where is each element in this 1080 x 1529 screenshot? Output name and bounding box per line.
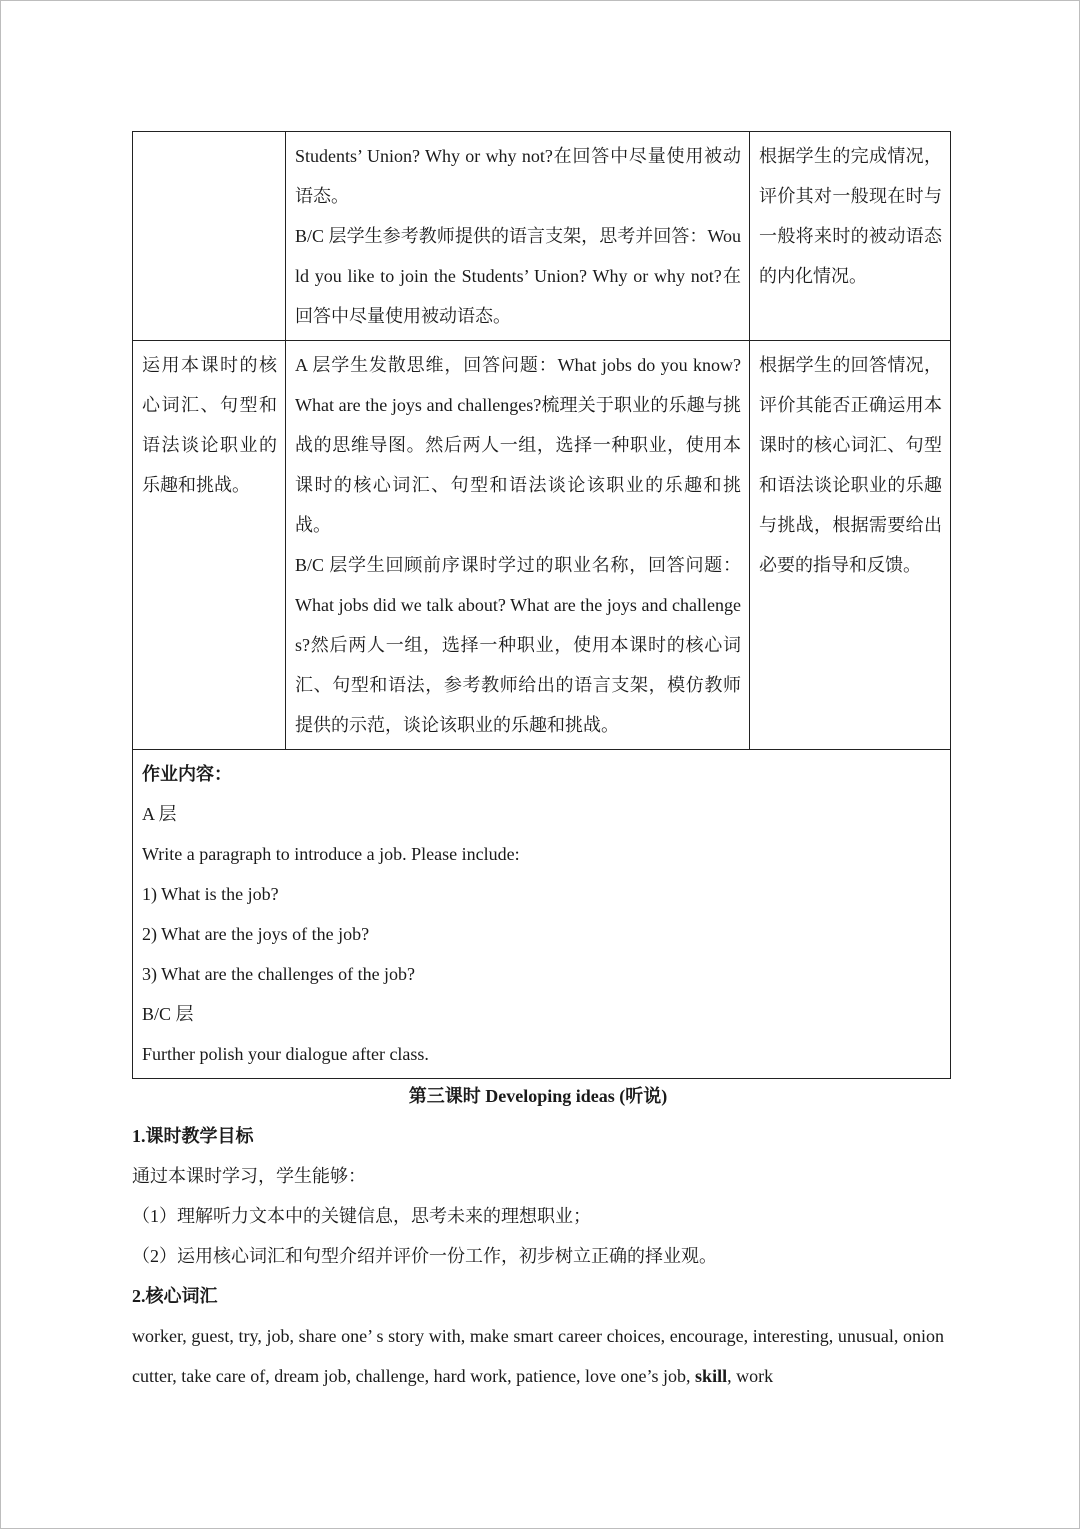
- activity-paragraph: B/C 层学生参考教师提供的语言支架，思考并回答：Would you like to join the Students’ Union? Why or why not?在回答中尽量使用被动语态。: [295, 226, 741, 326]
- objective-text: 运用本课时的核心词汇、句型和语法谈论职业的乐趣和挑战。: [142, 355, 277, 495]
- objective-item: （1）理解听力文本中的关键信息，思考未来的理想职业；: [132, 1206, 591, 1226]
- lesson3-section: [132, 1076, 944, 1396]
- objectives-intro: 通过本课时学习，学生能够：: [132, 1166, 366, 1186]
- homework-line: B/C 层: [142, 1004, 194, 1024]
- objectives-heading: 1.课时教学目标: [132, 1126, 254, 1146]
- homework-line: Further polish your dialogue after class.: [142, 1044, 429, 1064]
- table-cell-objective: [133, 132, 286, 341]
- table-row: [133, 341, 951, 750]
- table-row: [133, 132, 951, 341]
- vocab-text-tail: , work: [727, 1366, 774, 1386]
- activity-paragraph: Students’ Union? Why or why not?在回答中尽量使用被动语态。: [295, 146, 741, 206]
- table-cell-evaluation: [750, 341, 951, 750]
- evaluation-text: 根据学生的完成情况，评价其对一般现在时与一般将来时的被动语态的内化情况。: [759, 146, 942, 286]
- lesson3-title: 第三课时 Developing ideas (听说): [408, 1086, 668, 1106]
- activity-paragraph: B/C 层学生回顾前序课时学过的职业名称，回答问题：What jobs did we talk about? What are the joys and challenges?然后两人一组，选择一种职业，使用本课时的核心词汇、句型和语法，参考教师给出的语言支架，模仿教师提供的示范，谈论该职业的乐趣和挑战。: [295, 555, 741, 735]
- homework-line: 3) What are the challenges of the job?: [142, 964, 416, 984]
- table-cell-objective: [133, 341, 286, 750]
- homework-line: 1) What is the job?: [142, 884, 279, 904]
- homework-title: 作业内容：: [142, 764, 232, 784]
- vocab-bold-word: skill: [695, 1366, 728, 1386]
- vocab-text: worker, guest, try, job, share one’ s story with, make smart career choices, encourage, interesting, unusual, onion cutter, take care of, dream job, challenge, hard work, patience, love one’s job,: [132, 1326, 944, 1386]
- homework-line: A 层: [142, 804, 177, 824]
- homework-line: Write a paragraph to introduce a job. Please include:: [142, 844, 520, 864]
- vocab-heading: 2.核心词汇: [132, 1286, 218, 1306]
- table-cell-activity: [286, 132, 750, 341]
- homework-cell: [133, 750, 951, 1079]
- table-cell-activity: [286, 341, 750, 750]
- table-cell-evaluation: [750, 132, 951, 341]
- activity-paragraph: A 层学生发散思维，回答问题：What jobs do you know? What are the joys and challenges?梳理关于职业的乐趣与挑战的思维导图。然后两人一组，选择一种职业，使用本课时的核心词汇、句型和语法谈论该职业的乐趣和挑战。: [295, 355, 741, 535]
- table-row-homework: [133, 750, 951, 1079]
- vocab-list: [132, 1316, 944, 1396]
- evaluation-text: 根据学生的回答情况，评价其能否正确运用本课时的核心词汇、句型和语法谈论职业的乐趣与挑战，根据需要给出必要的指导和反馈。: [759, 355, 942, 575]
- objective-item: （2）运用核心词汇和句型介绍并评价一份工作，初步树立正确的择业观。: [132, 1246, 717, 1266]
- lesson-table: [132, 131, 951, 1079]
- homework-line: 2) What are the joys of the job?: [142, 924, 370, 944]
